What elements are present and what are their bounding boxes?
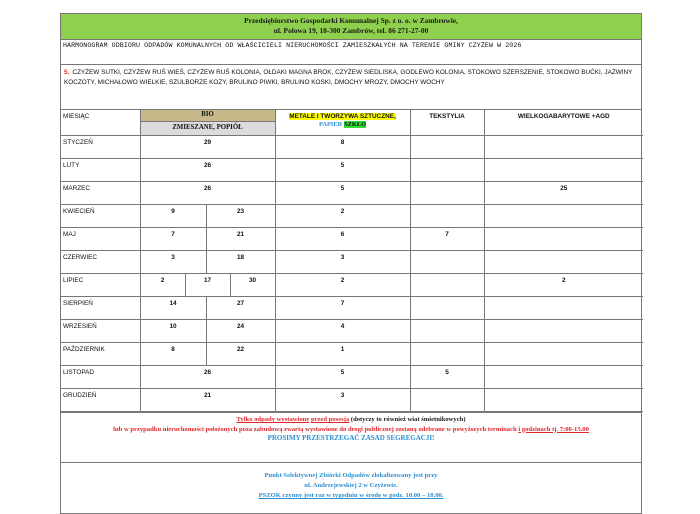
month-cell: LUTY bbox=[61, 159, 140, 182]
month-cell: GRUDZIEŃ bbox=[61, 389, 140, 412]
textiles-date-cell bbox=[410, 159, 484, 182]
table-row bbox=[61, 182, 643, 205]
bulky-date-cell bbox=[484, 251, 643, 274]
pszok-line2: ul. Andrzejewskiej 2 w Czyżewie. bbox=[304, 482, 398, 489]
metal-date-cell: 5 bbox=[275, 159, 410, 182]
metal-date-cell: 7 bbox=[275, 297, 410, 320]
table-row bbox=[61, 205, 643, 228]
month-cell: WRZESIEŃ bbox=[61, 320, 140, 343]
bio-date-cell: 26 bbox=[140, 182, 275, 205]
segregation-appeal: PROSIMY PRZESTRZEGAĆ ZASAD SEGREGACJI! bbox=[267, 434, 435, 442]
metal-date-cell: 1 bbox=[275, 343, 410, 366]
bulky-date-cell: 2 bbox=[484, 274, 643, 297]
header-textiles: TEKSTYLIA bbox=[410, 110, 484, 136]
pszok-hours: PSZOK czynny jest raz w tygodniu w środę w godz. 10.00 – 18.00. bbox=[258, 492, 444, 499]
bio-date-cell: 21 bbox=[206, 228, 275, 251]
notes-shelters: (dotyczy to również wiat śmietnikowych) bbox=[350, 416, 466, 423]
bio-date-cell: 26 bbox=[140, 366, 275, 389]
bio-date-cell: 9 bbox=[140, 205, 206, 228]
bio-date-cell: 22 bbox=[206, 343, 275, 366]
metal-date-cell: 4 bbox=[275, 320, 410, 343]
month-cell: MARZEC bbox=[61, 182, 140, 205]
notes-only-set-out: Tylko odpady wystawione bbox=[236, 416, 310, 423]
bio-date-cell: 18 bbox=[206, 251, 275, 274]
table-row bbox=[61, 343, 643, 366]
table-row bbox=[61, 159, 643, 182]
bulky-date-cell bbox=[484, 159, 643, 182]
month-cell: CZERWIEC bbox=[61, 251, 140, 274]
schedule-table bbox=[61, 110, 643, 412]
metal-date-cell: 6 bbox=[275, 228, 410, 251]
bulky-date-cell bbox=[484, 297, 643, 320]
route-number: 5. bbox=[64, 69, 70, 76]
header-month: MIESIĄC bbox=[61, 110, 140, 136]
header-metal-label: METALE I TWORZYWA SZTUCZNE, bbox=[289, 113, 396, 120]
table-row bbox=[61, 389, 643, 412]
textiles-date-cell bbox=[410, 182, 484, 205]
month-cell: STYCZEŃ bbox=[61, 136, 140, 159]
bio-date-cell: 3 bbox=[140, 251, 206, 274]
textiles-date-cell bbox=[410, 389, 484, 412]
metal-date-cell: 2 bbox=[275, 205, 410, 228]
metal-date-cell: 3 bbox=[275, 251, 410, 274]
notes-hours: i godzinach tj. 7:00-15.00 bbox=[518, 425, 589, 433]
header-papier-label: PAPIER bbox=[318, 121, 343, 128]
bio-date-cell: 21 bbox=[140, 389, 275, 412]
villages-text: CZYŻEW SUTKI, CZYŻEW RUŚ WIEŚ, CZYŻEW RUŚ KOLONIA, OŁDAKI MAGNA BROK, CZYŻEW SIEDLISKA, GODLEWO KOLONIA, STOKOWO SZERSZENIE, STOKOWO BUĆKI, JAŻWINY KOCZOTY, MICHAŁOWO WIELKIE, SZULBORZE KOZY, BRULINO PIWKI, BRULINO KOSKI, DMOCHY MROZY, DMOCHY WOCHY bbox=[64, 69, 633, 86]
bulky-date-cell bbox=[484, 343, 643, 366]
bio-date-cell: 24 bbox=[206, 320, 275, 343]
bulky-date-cell bbox=[484, 366, 643, 389]
bio-date-cell: 27 bbox=[206, 297, 275, 320]
header-metal bbox=[275, 110, 410, 136]
month-cell: LISTOPAD bbox=[61, 366, 140, 389]
table-row bbox=[61, 228, 643, 251]
table-row bbox=[61, 320, 643, 343]
bulky-date-cell: 25 bbox=[484, 182, 643, 205]
header-bio: BIO bbox=[140, 110, 275, 122]
villages-list bbox=[61, 65, 641, 110]
bio-date-cell: 8 bbox=[140, 343, 206, 366]
table-row bbox=[61, 366, 643, 389]
month-cell: PAŹDZIERNIK bbox=[61, 343, 140, 366]
pszok-line1: Punkt Selektywnej Zbiórki Odpadów zlokalizowany jest przy bbox=[264, 472, 438, 479]
bio-date-cell: 2 bbox=[140, 274, 185, 297]
company-name: Przedsiębiorstwo Gospodarki Komunalnej Sp. z o. o. w Zambrowie, bbox=[244, 16, 458, 25]
table-row bbox=[61, 274, 643, 297]
bulky-date-cell bbox=[484, 136, 643, 159]
textiles-date-cell bbox=[410, 136, 484, 159]
bio-date-cell: 30 bbox=[230, 274, 275, 297]
bulky-date-cell bbox=[484, 320, 643, 343]
bio-date-cell: 23 bbox=[206, 205, 275, 228]
textiles-date-cell bbox=[410, 205, 484, 228]
table-row bbox=[61, 136, 643, 159]
notes-public-road: lub w przypadku nieruchomości położonych poza zabudową zwartą wystawione do drogi publicznej zostaną odebrane w powyższych terminach bbox=[113, 425, 517, 433]
pszok-info bbox=[61, 462, 641, 513]
textiles-date-cell bbox=[410, 320, 484, 343]
metal-date-cell: 5 bbox=[275, 366, 410, 389]
bio-date-cell: 29 bbox=[140, 136, 275, 159]
textiles-date-cell bbox=[410, 297, 484, 320]
metal-date-cell: 8 bbox=[275, 136, 410, 159]
metal-date-cell: 2 bbox=[275, 274, 410, 297]
table-row bbox=[61, 251, 643, 274]
bulky-date-cell bbox=[484, 389, 643, 412]
textiles-date-cell: 7 bbox=[410, 228, 484, 251]
header-szklo-label: SZKŁO bbox=[344, 121, 367, 128]
notes-line1 bbox=[65, 415, 637, 425]
textiles-date-cell bbox=[410, 251, 484, 274]
company-address: ul. Polowa 19, 18-300 Zambrów, tel. 86 271-27-00 bbox=[273, 26, 429, 35]
schedule-title: HARMONOGRAM ODBIORU ODPADÓW KOMUNALNYCH OD WŁAŚCICIELI NIERUCHOMOŚCI ZAMIESZKAŁYCH NA TERENIE GMINY CZYŻEW W 2026 bbox=[61, 40, 641, 65]
textiles-date-cell bbox=[410, 343, 484, 366]
notes-before-property: przed posesją bbox=[310, 416, 350, 423]
schedule-document bbox=[60, 13, 642, 514]
table-row bbox=[61, 297, 643, 320]
textiles-date-cell bbox=[410, 274, 484, 297]
header-bulky: WIELKOGABARYTOWE +AGD bbox=[484, 110, 643, 136]
month-cell: LIPIEC bbox=[61, 274, 140, 297]
month-cell: KWIECIEŃ bbox=[61, 205, 140, 228]
metal-date-cell: 3 bbox=[275, 389, 410, 412]
bio-date-cell: 26 bbox=[140, 159, 275, 182]
company-header bbox=[61, 14, 641, 40]
bio-date-cell: 7 bbox=[140, 228, 206, 251]
bio-date-cell: 10 bbox=[140, 320, 206, 343]
month-cell: SIERPIEŃ bbox=[61, 297, 140, 320]
bio-date-cell: 14 bbox=[140, 297, 206, 320]
month-cell: MAJ bbox=[61, 228, 140, 251]
bio-date-cell: 17 bbox=[185, 274, 230, 297]
table-header-row bbox=[61, 110, 643, 122]
collection-notes bbox=[61, 412, 641, 462]
textiles-date-cell: 5 bbox=[410, 366, 484, 389]
notes-line2 bbox=[65, 425, 637, 435]
header-mixed: ZMIESZANE, POPIÓŁ bbox=[140, 122, 275, 136]
bulky-date-cell bbox=[484, 205, 643, 228]
bulky-date-cell bbox=[484, 228, 643, 251]
metal-date-cell: 5 bbox=[275, 182, 410, 205]
